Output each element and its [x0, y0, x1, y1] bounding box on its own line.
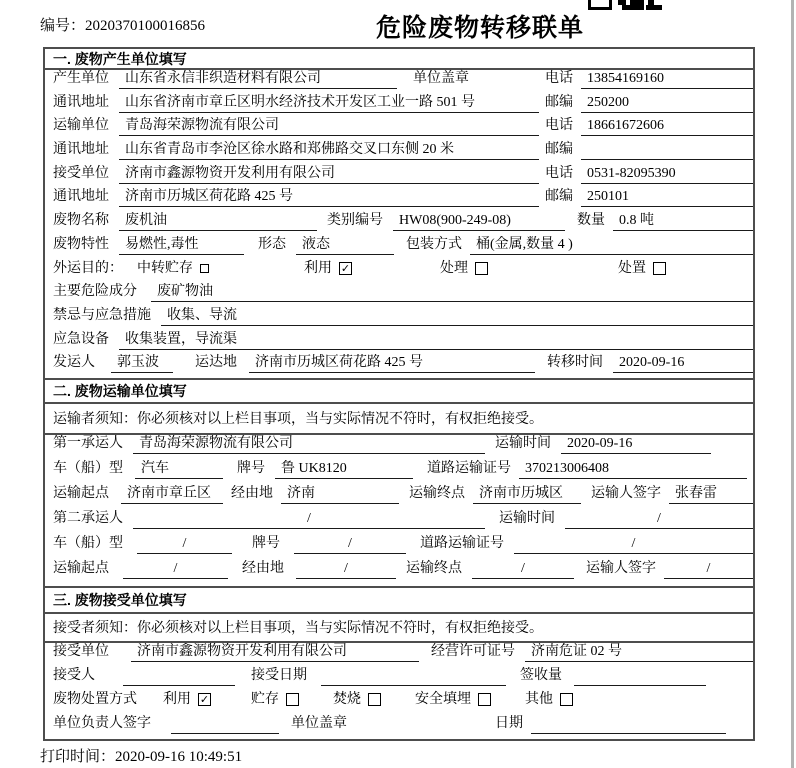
form-row	[45, 485, 753, 510]
receiver-address-field: 济南市历城区荷花路 425 号	[119, 188, 539, 207]
hazard-component-label: 主要危险成分	[53, 284, 137, 300]
section-1	[45, 49, 753, 378]
first-plate-field: 鲁 UK8120	[275, 460, 413, 479]
license-label: 经营许可证号	[431, 643, 515, 659]
checkbox-landfill-icon	[478, 693, 491, 706]
second-origin-field: /	[123, 560, 228, 579]
checkbox-transit-storage-icon	[200, 264, 209, 273]
section-2	[45, 378, 753, 586]
checkbox-utilize-receiver	[163, 691, 211, 708]
quantity-label: 数量	[577, 213, 605, 229]
receiver-postcode-field: 250101	[581, 188, 753, 207]
first-vehicle-type-label: 车（船）型	[53, 461, 123, 477]
disposal-method-label: 废物处置方式	[53, 691, 137, 707]
checkbox-transit-storage	[137, 260, 209, 277]
first-carrier-field: 青岛海荣源物流有限公司	[133, 435, 485, 454]
transfer-date-field: 2020-09-16	[613, 354, 753, 373]
second-vehicle-type-label: 车（船）型	[53, 536, 123, 552]
license-field: 济南危证 02 号	[525, 643, 753, 662]
checkbox-dispose-icon	[653, 262, 666, 275]
first-origin-field: 济南市章丘区	[121, 485, 223, 504]
producer-phone-field: 13854169160	[581, 70, 753, 89]
second-via-label: 经由地	[242, 561, 284, 577]
checkbox-utilize-checked-icon: ✓	[340, 261, 351, 275]
producer-address-field: 山东省济南市章丘区明水经济技术开发区工业一路 501 号	[119, 94, 539, 113]
checkbox-storage-receiver-icon	[286, 693, 299, 706]
form-row	[45, 560, 753, 585]
checkbox-transit-storage-label: 中转贮存	[137, 260, 193, 276]
form-row	[45, 643, 753, 667]
first-terminal-field: 济南市历城区	[473, 485, 581, 504]
quantity-field: 0.8 吨	[613, 212, 753, 231]
form-row	[45, 691, 753, 715]
form-row	[45, 331, 753, 355]
checkbox-utilize-label: 利用	[304, 260, 332, 276]
form-row	[45, 535, 753, 560]
form-row	[45, 70, 753, 94]
form-row	[45, 435, 753, 460]
receiver-phone-label: 电话	[545, 165, 573, 181]
section-3	[45, 586, 753, 740]
emergency-equipment-label: 应急设备	[53, 331, 109, 347]
checkbox-dispose-label: 处置	[618, 260, 646, 276]
unit-seal-label: 单位盖章	[413, 71, 469, 86]
document-header	[40, 10, 756, 42]
doc-number-label: 编号：	[40, 18, 86, 34]
checkbox-landfill-label: 安全填埋	[415, 691, 471, 707]
first-road-permit-field: 370213006408	[519, 460, 747, 479]
waste-property-field: 易燃性,毒性	[119, 236, 244, 255]
receiver-postcode-label: 邮编	[545, 189, 573, 205]
first-carrier-sign-label: 运输人签字	[591, 486, 661, 502]
date-field	[531, 715, 726, 734]
second-carrier-field: /	[133, 510, 485, 529]
form-row	[45, 460, 753, 485]
checkbox-treat-icon	[475, 262, 488, 275]
transporter-postcode-field	[581, 141, 753, 160]
form-row	[45, 212, 753, 236]
second-carrier-sign-field: /	[664, 560, 753, 579]
date-label: 日期	[495, 716, 523, 732]
destination-field: 济南市历城区荷花路 425 号	[249, 354, 535, 373]
print-time: 打印时间：2020-09-16 10:49:51	[40, 749, 243, 765]
qr-code-fragment	[588, 0, 662, 10]
second-plate-label: 牌号	[252, 536, 280, 552]
responsible-sign-field	[171, 715, 279, 734]
producer-postcode-field: 250200	[581, 94, 753, 113]
emergency-measures-field: 收集、导流	[161, 307, 753, 326]
accept-date-field	[321, 667, 506, 686]
checkbox-utilize	[304, 260, 352, 277]
receiver-address-label: 通讯地址	[53, 189, 109, 205]
form-row	[45, 510, 753, 535]
form-row	[45, 307, 753, 331]
form-row	[45, 715, 753, 739]
form-row	[45, 283, 753, 307]
checkbox-other	[525, 691, 573, 708]
packaging-field: 桶(金属,数量 4 )	[470, 236, 753, 255]
first-via-label: 经由地	[231, 486, 273, 502]
receiver-unit-field: 济南市鑫源物资开发利用有限公司	[119, 165, 539, 184]
first-carrier-label: 第一承运人	[53, 435, 123, 451]
first-origin-label: 运输起点	[53, 486, 109, 502]
first-transport-date-label: 运输时间	[495, 435, 551, 451]
checkbox-utilize-receiver-checked-icon: ✓	[199, 692, 210, 706]
first-carrier-sign-field: 张春雷	[669, 485, 753, 504]
transporter-notice: 运输者须知：你必须核对以上栏目事项，当与实际情况不符时，有权拒绝接受。	[45, 404, 753, 435]
transfer-date-label: 转移时间	[547, 355, 603, 371]
second-road-permit-label: 道路运输证号	[420, 536, 504, 552]
first-transport-date-field: 2020-09-16	[561, 435, 711, 454]
checkbox-incinerate	[333, 691, 381, 708]
second-road-permit-field: /	[514, 535, 753, 554]
second-plate-field: /	[294, 535, 406, 554]
category-code-label: 类别编号	[327, 213, 383, 229]
producer-phone-label: 电话	[545, 71, 573, 86]
first-road-permit-label: 道路运输证号	[427, 461, 511, 477]
first-via-field: 济南	[281, 485, 399, 504]
checkbox-incinerate-icon	[368, 693, 381, 706]
consignor-label: 发运人	[53, 355, 95, 371]
transfer-purpose-label: 外运目的：	[53, 260, 123, 276]
form-row	[45, 667, 753, 691]
second-transport-date-label: 运输时间	[499, 511, 555, 527]
first-terminal-label: 运输终点	[409, 486, 465, 502]
hazard-component-field: 废矿物油	[151, 283, 753, 302]
transporter-postcode-label: 邮编	[545, 142, 573, 158]
acceptor-label: 接受人	[53, 667, 95, 683]
page-edge-line	[791, 0, 794, 768]
section-3-title: 三. 废物接受单位填写	[45, 588, 753, 614]
emergency-measures-label: 禁忌与应急措施	[53, 307, 151, 323]
form-label: 形态	[258, 236, 286, 252]
form-row	[45, 117, 753, 141]
form-row	[45, 165, 753, 189]
checkbox-storage-receiver	[251, 691, 299, 708]
receiver-unit-seal-label: 单位盖章	[291, 716, 347, 732]
form-row	[45, 141, 753, 165]
section-2-title: 二. 废物运输单位填写	[45, 380, 753, 404]
form-row	[45, 260, 753, 284]
emergency-equipment-field: 收集装置，导流渠	[119, 331, 753, 350]
accept-unit-label: 接受单位	[53, 643, 109, 659]
form-field: 液态	[296, 236, 394, 255]
second-origin-label: 运输起点	[53, 561, 109, 577]
signed-quantity-label: 签收量	[520, 667, 562, 683]
checkbox-utilize-receiver-label: 利用	[163, 691, 191, 707]
receiver-unit-label: 接受单位	[53, 165, 109, 181]
receiver-phone-field: 0531-82095390	[581, 165, 753, 184]
producer-address-label: 通讯地址	[53, 94, 109, 110]
form-row	[45, 354, 753, 378]
second-terminal-field: /	[472, 560, 574, 579]
form-table	[43, 47, 755, 741]
second-carrier-sign-label: 运输人签字	[586, 561, 656, 577]
second-carrier-label: 第二承运人	[53, 511, 123, 527]
checkbox-incinerate-label: 焚烧	[333, 691, 361, 707]
receiver-notice: 接受者须知：你必须核对以上栏目事项，当与实际情况不符时，有权拒绝接受。	[45, 614, 753, 643]
second-transport-date-field: /	[565, 510, 753, 529]
acceptor-field	[123, 667, 235, 686]
producer-unit-label: 产生单位	[53, 71, 109, 86]
transporter-unit-label: 运输单位	[53, 118, 109, 134]
waste-name-label: 废物名称	[53, 213, 109, 229]
second-via-field: /	[296, 560, 396, 579]
checkbox-landfill	[415, 691, 491, 708]
checkbox-other-icon	[560, 693, 573, 706]
form-row	[45, 94, 753, 118]
checkbox-treat-label: 处理	[440, 260, 468, 276]
page-title: 危险废物转移联单	[375, 14, 585, 42]
transporter-phone-label: 电话	[545, 118, 573, 134]
checkbox-storage-receiver-label: 贮存	[251, 691, 279, 707]
first-plate-label: 牌号	[237, 461, 265, 477]
transporter-address-field: 山东省青岛市李沧区徐水路和郑佛路交叉口东侧 20 米	[119, 141, 539, 160]
second-terminal-label: 运输终点	[406, 561, 462, 577]
checkbox-treat	[440, 260, 488, 277]
category-code-field: HW08(900-249-08)	[393, 212, 565, 231]
form-row	[45, 188, 753, 212]
accept-date-label: 接受日期	[251, 667, 307, 683]
consignor-field: 郭玉波	[111, 354, 173, 373]
transporter-unit-field: 青岛海荣源物流有限公司	[119, 117, 539, 136]
waste-name-field: 废机油	[119, 212, 317, 231]
checkbox-dispose	[618, 260, 666, 277]
doc-number-value: 2020370100016856	[85, 18, 206, 34]
doc-number	[40, 14, 205, 35]
transporter-phone-field: 18661672606	[581, 117, 753, 136]
producer-postcode-label: 邮编	[545, 94, 573, 110]
checkbox-other-label: 其他	[525, 691, 553, 707]
producer-unit-field: 山东省永信非织造材料有限公司	[119, 70, 397, 89]
transporter-address-label: 通讯地址	[53, 142, 109, 158]
packaging-label: 包装方式	[406, 236, 462, 252]
waste-property-label: 废物特性	[53, 236, 109, 252]
section-1-title: 一. 废物产生单位填写	[45, 49, 753, 70]
first-vehicle-type-field: 汽车	[135, 460, 223, 479]
second-vehicle-type-field: /	[137, 535, 232, 554]
form-row	[45, 236, 753, 260]
destination-label: 运达地	[195, 355, 237, 371]
responsible-sign-label: 单位负责人签字	[53, 716, 151, 732]
accept-unit-field: 济南市鑫源物资开发利用有限公司	[131, 643, 419, 662]
signed-quantity-field	[574, 667, 706, 686]
